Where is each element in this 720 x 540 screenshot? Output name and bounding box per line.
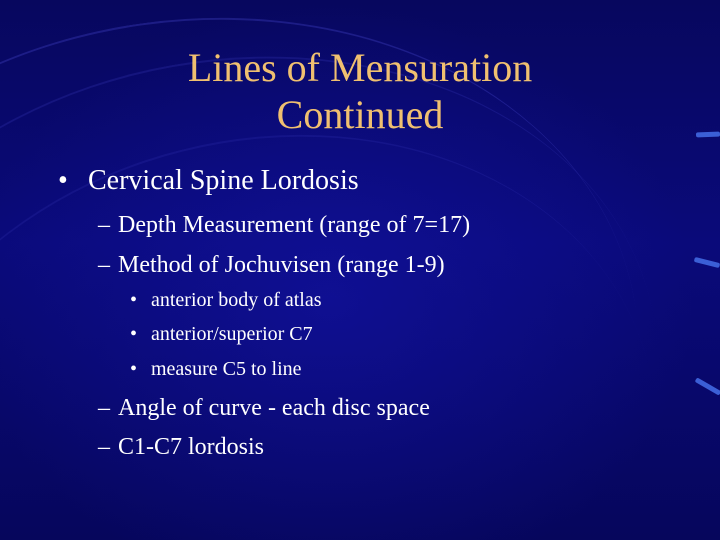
- sub-bullet-method-of-jochuvisen: [98, 250, 445, 280]
- detail-bullet-text: measure C5 to line: [151, 358, 302, 380]
- sub-bullet-depth-measurement: [98, 210, 470, 240]
- bullet-icon: •: [130, 289, 138, 311]
- title-line-2: Continued: [276, 92, 444, 137]
- sub-bullet-c1-c7-lordosis: [98, 432, 264, 462]
- bullet-cervical-spine-lordosis: [58, 163, 359, 199]
- slide-title: [0, 44, 720, 138]
- decorative-dash: [695, 377, 720, 395]
- detail-bullet-anterior-body-of-atlas: [130, 288, 322, 312]
- sub-bullet-angle-of-curve: [98, 393, 430, 423]
- bullet-icon: •: [130, 358, 138, 380]
- bullet-text: Cervical Spine Lordosis: [88, 165, 359, 196]
- sub-bullet-text: Angle of curve - each disc space: [118, 395, 430, 421]
- sub-bullet-text: Method of Jochuvisen (range 1-9): [118, 252, 445, 278]
- dash-icon: –: [98, 395, 110, 421]
- bullet-icon: •: [58, 165, 68, 196]
- detail-bullet-measure-c5-to-line: [130, 357, 302, 381]
- detail-bullet-text: anterior body of atlas: [151, 289, 322, 311]
- title-line-1: Lines of Mensuration: [187, 45, 533, 90]
- decorative-dash: [694, 257, 720, 268]
- detail-bullet-text: anterior/superior C7: [151, 323, 313, 345]
- sub-bullet-text: Depth Measurement (range of 7=17): [118, 212, 471, 238]
- dash-icon: –: [98, 434, 110, 460]
- dash-icon: –: [98, 212, 110, 238]
- dash-icon: –: [98, 252, 110, 278]
- bullet-icon: •: [130, 323, 138, 345]
- sub-bullet-text: C1-C7 lordosis: [118, 434, 265, 460]
- detail-bullet-anterior-superior-c7: [130, 322, 313, 346]
